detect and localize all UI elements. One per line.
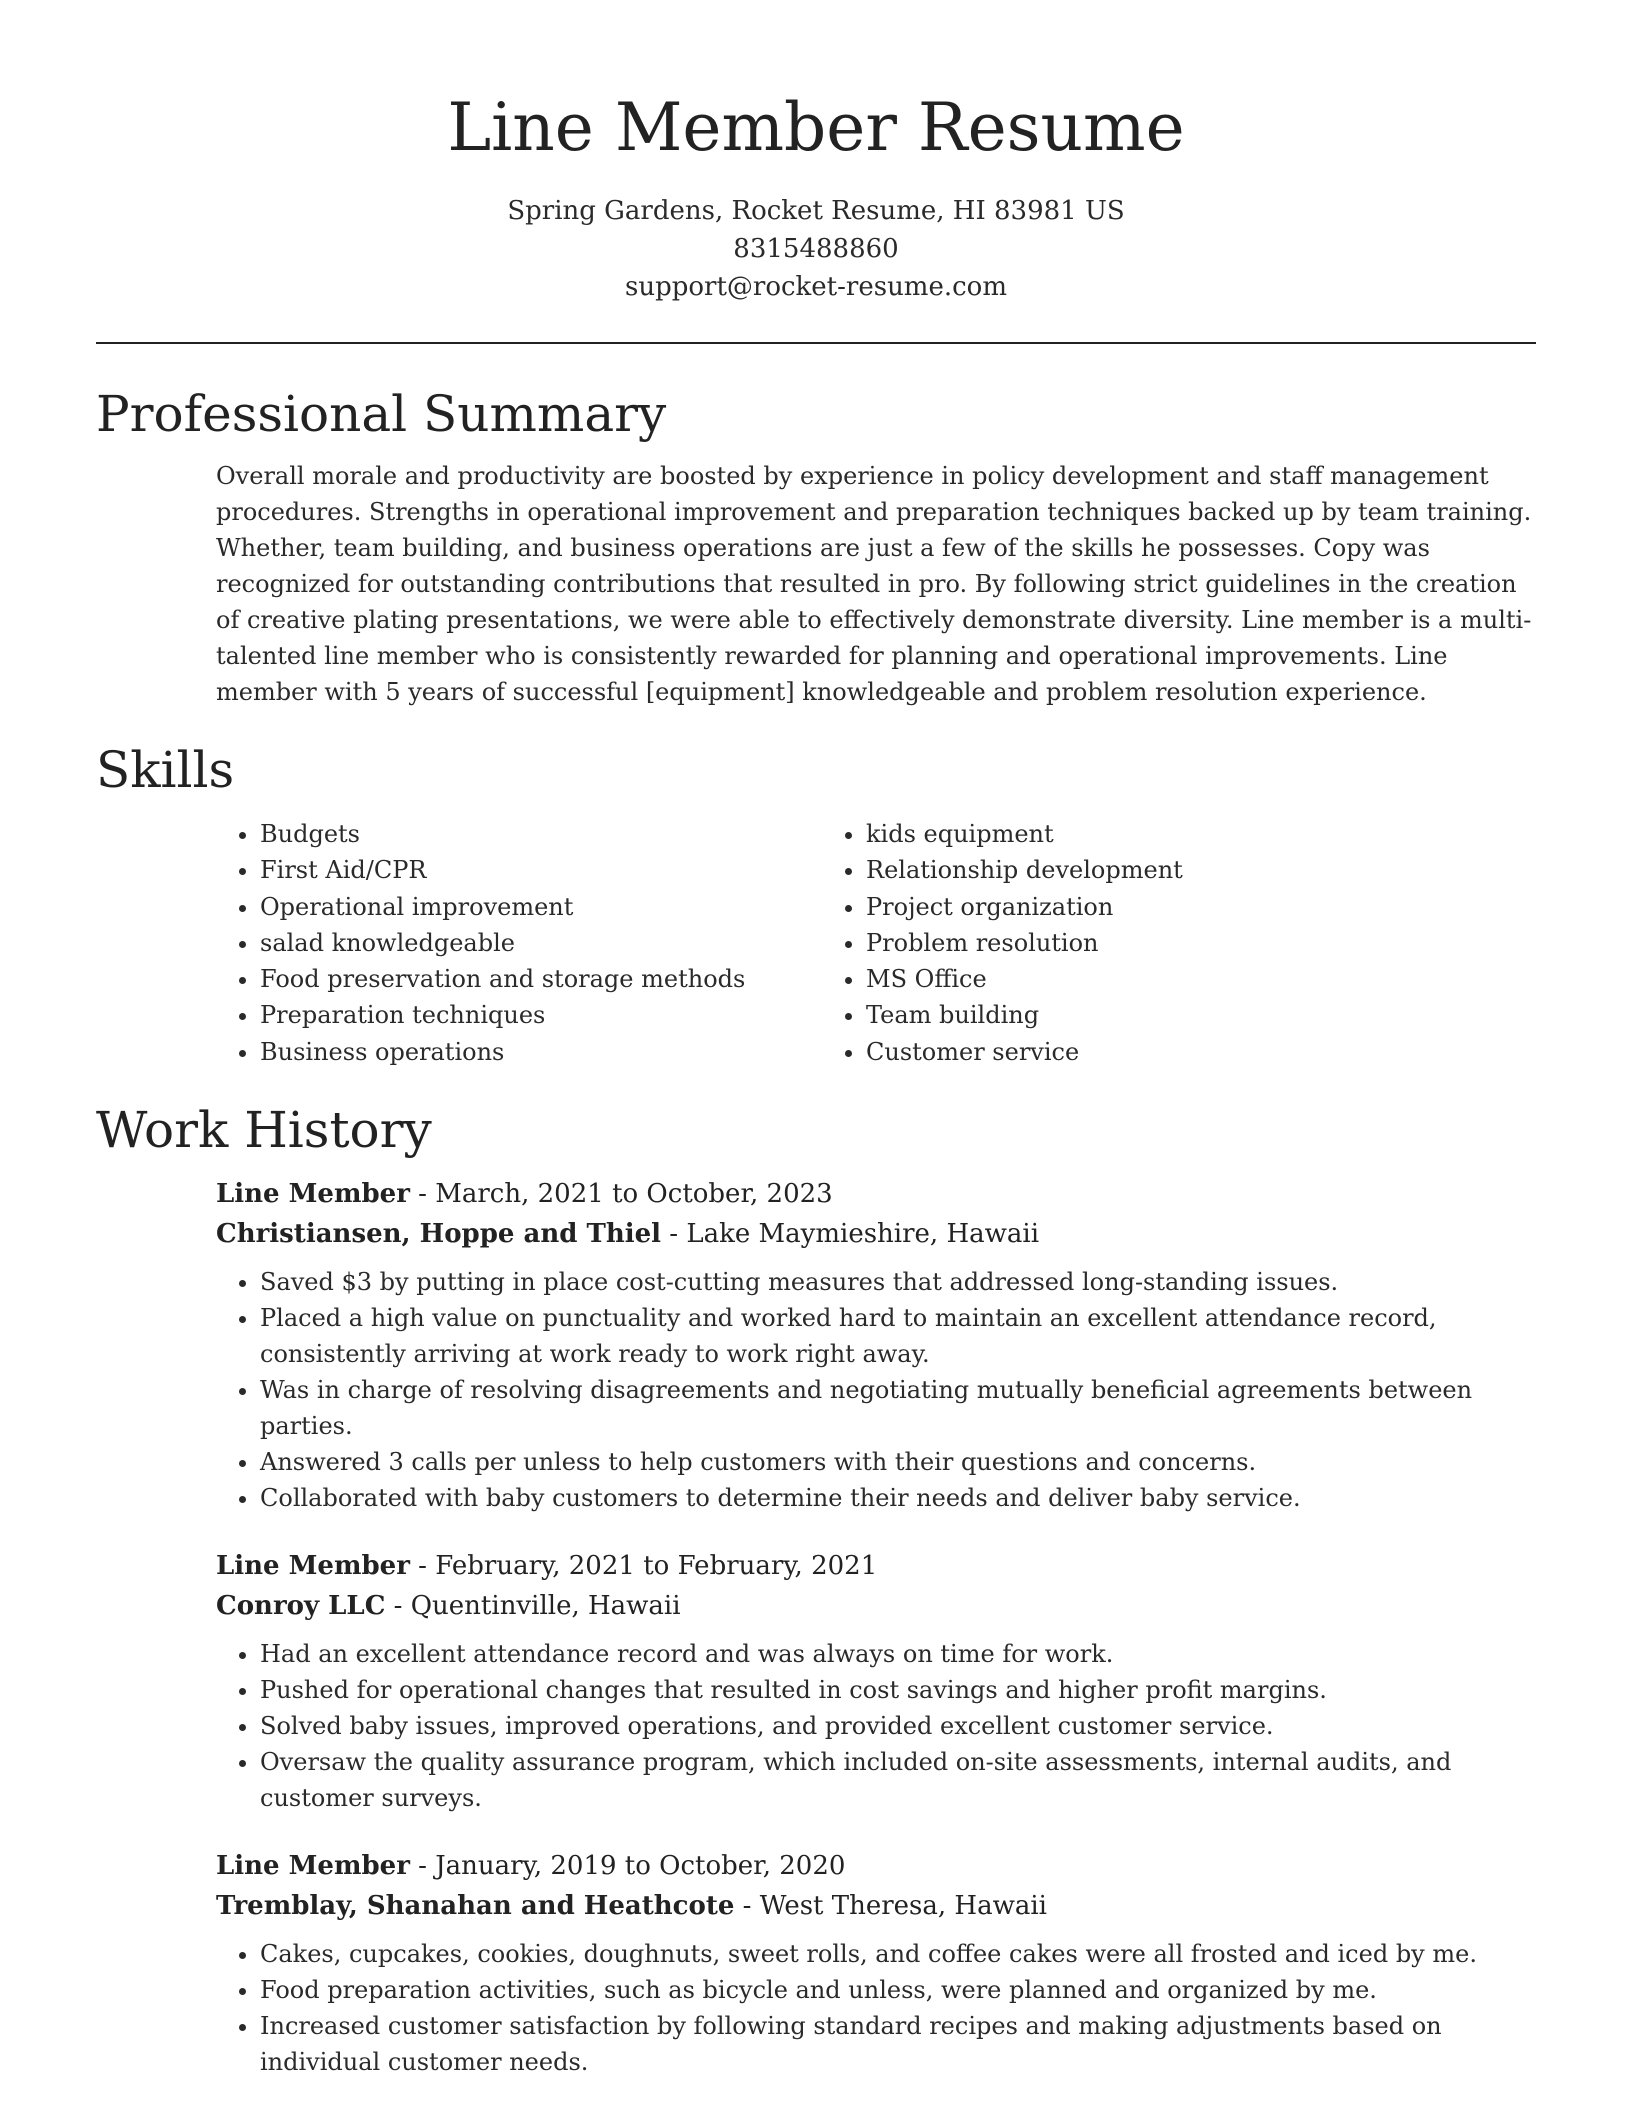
- job-location: West Theresa, Hawaii: [759, 1891, 1047, 1922]
- job-location: Lake Maymieshire, Hawaii: [686, 1219, 1040, 1250]
- skill-item: • Business operations: [260, 1034, 822, 1070]
- skills-column-left: [216, 816, 822, 1070]
- job-dates: January, 2019 to October, 2020: [435, 1851, 846, 1882]
- job-dates: March, 2021 to October, 2023: [435, 1179, 833, 1210]
- skill-item: • Budgets: [260, 816, 822, 852]
- summary-heading: Professional Summary: [96, 385, 667, 443]
- skills-heading: Skills: [96, 741, 235, 799]
- job-dates: February, 2021 to February, 2021: [435, 1551, 878, 1582]
- skill-item: • Project organization: [866, 889, 1428, 925]
- job-bullets: [216, 1636, 1536, 1816]
- job-bullet: • Solved baby issues, improved operations, and provided excellent customer service.: [260, 1708, 1536, 1744]
- job-bullets: [216, 1264, 1536, 1516]
- job-bullets: [216, 1936, 1536, 2080]
- skill-item: • Food preservation and storage methods: [260, 961, 822, 997]
- contact-info: [96, 192, 1536, 306]
- job-company: Tremblay, Shanahan and Heathcote: [216, 1891, 735, 1922]
- skill-item: • Customer service: [866, 1034, 1428, 1070]
- job-title-line: Line Member - March, 2021 to October, 2023: [216, 1179, 833, 1210]
- skill-item: • Preparation techniques: [260, 997, 822, 1033]
- skill-item: • Operational improvement: [260, 889, 822, 925]
- job-entry: [216, 1174, 1536, 1516]
- job-company-line: Christiansen, Hoppe and Thiel - Lake Maymieshire, Hawaii: [216, 1219, 1040, 1250]
- job-company: Christiansen, Hoppe and Thiel: [216, 1219, 662, 1250]
- job-bullet: • Increased customer satisfaction by following standard recipes and making adjustments based on individual customer needs.: [260, 2008, 1536, 2080]
- contact-phone: 8315488860: [733, 234, 899, 264]
- job-bullet: • Was in charge of resolving disagreements and negotiating mutually beneficial agreements between parties.: [260, 1372, 1536, 1444]
- job-title-line: Line Member - January, 2019 to October, 2020: [216, 1851, 846, 1882]
- resume-title: Line Member Resume: [447, 89, 1185, 166]
- job-bullet: • Pushed for operational changes that resulted in cost savings and higher profit margins.: [260, 1672, 1536, 1708]
- job-title-line: Line Member - February, 2021 to February, 2021: [216, 1551, 878, 1582]
- skill-item: • Team building: [866, 997, 1428, 1033]
- job-title: Line Member: [216, 1551, 410, 1582]
- job-title: Line Member: [216, 1179, 410, 1210]
- skill-item: • MS Office: [866, 961, 1428, 997]
- job-bullet: • Collaborated with baby customers to determine their needs and deliver baby service.: [260, 1480, 1536, 1516]
- resume-header: [96, 0, 1536, 306]
- job-company-line: Tremblay, Shanahan and Heathcote - West Theresa, Hawaii: [216, 1891, 1047, 1922]
- resume-page: [96, 0, 1536, 2080]
- job-entry: [216, 1846, 1536, 2080]
- job-bullet: • Placed a high value on punctuality and worked hard to maintain an excellent attendance record, consistently arriving at work ready to work right away.: [260, 1300, 1536, 1372]
- job-location: Quentinville, Hawaii: [410, 1591, 681, 1622]
- skill-item: • First Aid/CPR: [260, 852, 822, 888]
- skill-item: • kids equipment: [866, 816, 1428, 852]
- job-company: Conroy LLC: [216, 1591, 386, 1622]
- job-bullet: • Oversaw the quality assurance program, which included on-site assessments, internal audits, and customer surveys.: [260, 1744, 1536, 1816]
- skill-item: • salad knowledgeable: [260, 925, 822, 961]
- skill-item: • Relationship development: [866, 852, 1428, 888]
- skills-list: [216, 816, 1536, 1070]
- job-bullet: • Saved $3 by putting in place cost-cutting measures that addressed long-standing issues.: [260, 1264, 1536, 1300]
- contact-email: support@rocket-resume.com: [624, 272, 1007, 302]
- skills-column-right: [822, 816, 1428, 1070]
- job-bullet: • Cakes, cupcakes, cookies, doughnuts, sweet rolls, and coffee cakes were all frosted and iced by me.: [260, 1936, 1536, 1972]
- summary-text: Overall morale and productivity are boosted by experience in policy development and staff management procedures. Strengths in operational improvement and preparation techniques backed up by team training. Whether, team building, and business operations are just a few of the skills he possesses. Copy was recognized for outstanding contributions that resulted in pro. By following strict guidelines in the creation of creative plating presentations, we were able to effectively demonstrate diversity. Line member is a multi-talented line member who is consistently rewarded for planning and operational improvements. Line member with 5 years of successful [equipment] knowledgeable and problem resolution experience.: [216, 462, 1532, 706]
- header-divider: [96, 342, 1536, 344]
- job-entry: [216, 1546, 1536, 1816]
- contact-address: Spring Gardens, Rocket Resume, HI 83981 US: [507, 196, 1125, 226]
- work-history-heading: Work History: [96, 1101, 432, 1160]
- job-bullet: • Food preparation activities, such as bicycle and unless, were planned and organized by me.: [260, 1972, 1536, 2008]
- job-bullet: • Answered 3 calls per unless to help customers with their questions and concerns.: [260, 1444, 1536, 1480]
- job-company-line: Conroy LLC - Quentinville, Hawaii: [216, 1591, 681, 1622]
- job-bullet: • Had an excellent attendance record and was always on time for work.: [260, 1636, 1536, 1672]
- job-title: Line Member: [216, 1851, 410, 1882]
- skill-item: • Problem resolution: [866, 925, 1428, 961]
